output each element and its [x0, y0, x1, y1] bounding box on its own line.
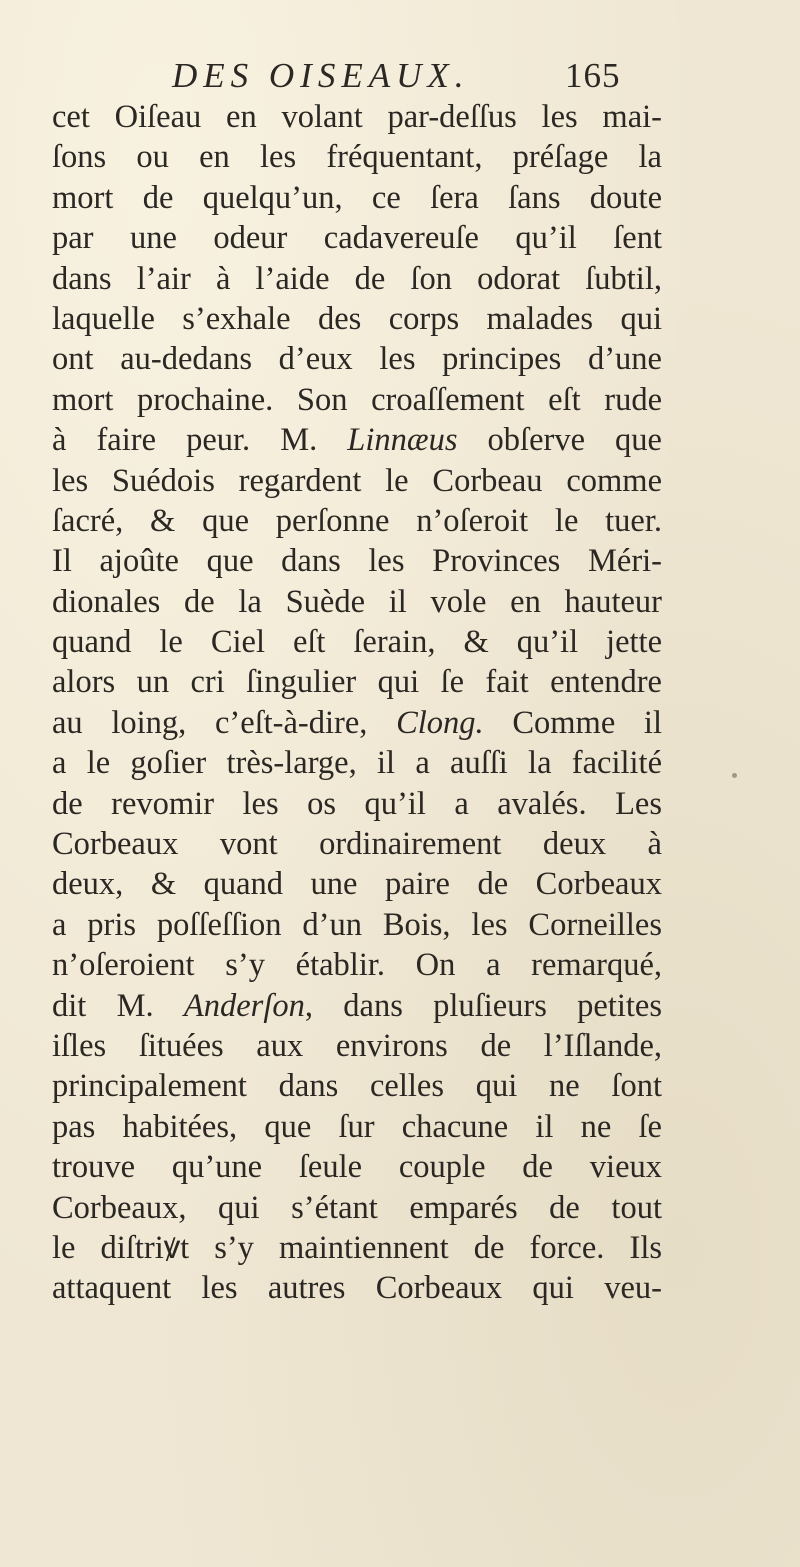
text-line [52, 703, 662, 743]
text-line [52, 945, 662, 985]
line-text: à faire peur. M. [52, 422, 348, 459]
line-text: ſacré, & que perſonne n’oſeroit le tuer. [52, 502, 662, 539]
line-text: principalement dans celles qui ne ſont [52, 1068, 662, 1105]
line-text: obſerve que [457, 422, 662, 459]
text-line [52, 178, 662, 218]
line-text: par une odeur cadavereuſe qu’il ſent [52, 220, 662, 257]
line-text: mort de quelqu’un, ce ſera ſans doute [52, 179, 662, 216]
line-text: Comme il [483, 704, 662, 741]
text-line [52, 1147, 662, 1187]
line-text: ſons ou en les fréquentant, préſage la [52, 139, 662, 176]
text-line [52, 864, 662, 904]
text-line [52, 1228, 662, 1268]
line-text: mort prochaine. Son croaſſement eſt rude [52, 381, 662, 418]
line-text: le diſtriꝟt s’y maintiennent de force. Ils [52, 1229, 662, 1266]
text-line [52, 622, 662, 662]
line-text: a le goſier très-large, il a auſſi la facilité [52, 745, 662, 782]
line-text: laquelle s’exhale des corps malades qui [52, 300, 662, 337]
line-text: trouve qu’une ſeule couple de vieux [52, 1149, 662, 1186]
text-line [52, 986, 662, 1026]
line-text: les Suédois regardent le Corbeau comme [52, 462, 662, 499]
line-text: dans l’air à l’aide de ſon odorat ſubtil, [52, 260, 662, 297]
text-line [52, 137, 662, 177]
text-line [52, 582, 662, 622]
line-text: cet Oiſeau en volant par-deſſus les mai- [52, 99, 662, 135]
italic-name: Anderſon [183, 987, 305, 1024]
body-text [52, 97, 662, 1309]
text-line [52, 218, 662, 258]
text-line [52, 824, 662, 864]
text-line [52, 97, 662, 137]
line-text: Corbeaux vont ordinairement deux à [52, 826, 662, 863]
line-text: a pris poſſeſſion d’un Bois, les Corneilles [52, 906, 662, 943]
text-line [52, 1188, 662, 1228]
text-line [52, 339, 662, 379]
text-line [52, 380, 662, 420]
line-text: de revomir les os qu’il a avalés. Les [52, 785, 662, 822]
line-text: alors un cri ſingulier qui ſe fait entendre [52, 664, 662, 701]
text-line [52, 784, 662, 824]
text-line [52, 420, 662, 460]
text-line [52, 461, 662, 501]
text-line [52, 1066, 662, 1106]
line-text: Corbeaux, qui s’étant emparés de tout [52, 1189, 662, 1226]
line-text: au loing, c’eſt-à-dire, [52, 704, 397, 741]
running-header [0, 50, 800, 100]
text-line [52, 299, 662, 339]
line-text: attaquent les autres Corbeaux qui veu- [52, 1270, 662, 1307]
line-text: dionales de la Suède il vole en hauteur [52, 583, 662, 620]
line-text: Il ajoûte que dans les Provinces Méri- [52, 543, 662, 580]
text-line [52, 743, 662, 783]
text-line [52, 662, 662, 702]
line-text: , dans pluſieurs petites [304, 987, 662, 1024]
line-text: pas habitées, que ſur chacune il ne ſe [52, 1108, 662, 1145]
line-text: ont au-dedans d’eux les principes d’une [52, 341, 662, 378]
line-text: dit M. [52, 987, 184, 1024]
text-line [52, 1107, 662, 1147]
text-line [52, 1268, 662, 1308]
italic-name: Clong. [396, 704, 484, 741]
line-text: n’oſeroient s’y établir. On a remarqué, [52, 947, 662, 984]
text-line [52, 1026, 662, 1066]
text-line [52, 259, 662, 299]
text-line [52, 905, 662, 945]
line-text: iſles ſituées aux environs de l’Iſlande, [52, 1027, 662, 1064]
ink-speck [732, 773, 737, 778]
italic-name: Linnæus [347, 422, 458, 459]
running-title: DES OISEAUX. [172, 56, 470, 95]
text-line [52, 541, 662, 581]
text-line [52, 501, 662, 541]
line-text: deux, & quand une paire de Corbeaux [52, 866, 662, 903]
page-number: 165 [565, 56, 621, 95]
line-text: quand le Ciel eſt ſerain, & qu’il jette [52, 624, 662, 661]
